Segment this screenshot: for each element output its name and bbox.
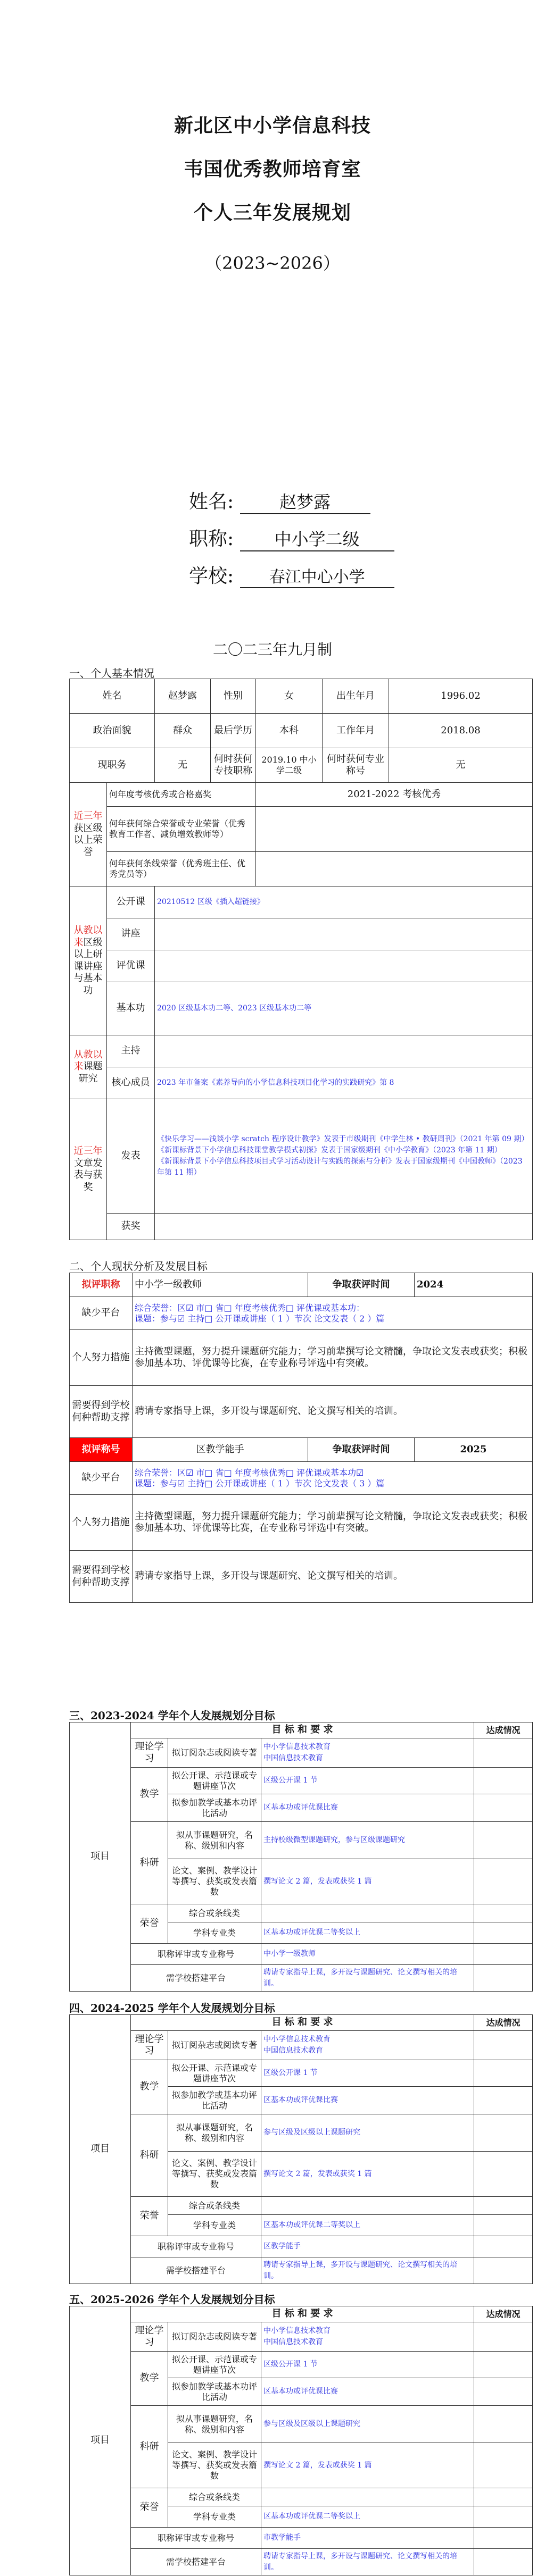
plan-status <box>474 2549 533 2575</box>
plan-support-label: 需学校搭建平台 <box>131 1965 261 1992</box>
plan-status <box>474 2322 533 2352</box>
goal-value: 区教学能手 <box>133 1438 308 1462</box>
goal-value: 中小学一级教师 <box>133 1273 308 1297</box>
plan-teaching-value: 区基本功或评优课比赛 <box>261 1794 474 1822</box>
cell-birth-label: 出生年月 <box>323 679 389 714</box>
paper-group-label: 近三年文章发表与获奖 <box>70 1099 107 1240</box>
cover-date-range: （2023~2026） <box>205 253 340 273</box>
plan-status-header: 达成情况 <box>474 1722 533 1738</box>
cell-position: 无 <box>155 748 211 783</box>
plan-honor-value <box>261 2197 474 2215</box>
plan-title-value: 市教学能手 <box>261 2528 474 2549</box>
plan-status <box>474 1922 533 1944</box>
plan-status <box>474 2257 533 2284</box>
plan-project-label: 项目 <box>70 2015 131 2284</box>
cell-name: 赵梦露 <box>155 679 211 714</box>
cover-title-2: 韦国优秀教师培育室 <box>184 158 361 180</box>
teach-row-label: 基本功 <box>107 982 155 1035</box>
plan-theory-value: 中小学信息技术教育 中国信息技术教育 <box>261 2031 474 2060</box>
effort-label: 个人努力措施 <box>70 1495 133 1551</box>
plan-status <box>474 2443 533 2488</box>
lack-label: 缺少平台 <box>70 1462 133 1495</box>
research-row-value: 2023 年市备案《素养导向的小学信息科技项目化学习的实践研究》第 8 <box>155 1067 533 1099</box>
plan-title-value: 中小学一级教师 <box>261 1944 474 1965</box>
cell-honor-title: 无 <box>389 748 533 783</box>
plan-honor-item: 综合或条线类 <box>168 1904 261 1922</box>
goal-label: 拟评称号 <box>70 1438 133 1462</box>
plan-research-value: 撰写论文 2 篇，发表或获奖 1 篇 <box>261 2152 474 2197</box>
teach-row-value <box>155 918 533 950</box>
plan-project-label: 项目 <box>70 2306 131 2575</box>
cell-work-label: 工作年月 <box>323 714 389 748</box>
plan-title-label: 职称评审或专业称号 <box>131 2528 261 2549</box>
plan-teaching-value: 区基本功或评优课比赛 <box>261 2087 474 2114</box>
school-value: 春江中心小学 <box>240 564 394 588</box>
paper-item: 《快乐学习——浅谈小学 scratch 程序设计教学》发表于市级期刊《中学生林 • 教研周刊》（2021 年第 09 期） <box>157 1135 529 1143</box>
plan-status <box>474 1965 533 1992</box>
plan-teaching-value: 区级公开课 1 节 <box>261 1768 474 1794</box>
honor-group-label: 近三年获区级以上荣誉 <box>70 783 107 886</box>
plan-honor-value: 区基本功或评优课二等奖以上 <box>261 1922 474 1944</box>
honor-row-value: 2021-2022 考核优秀 <box>256 783 533 807</box>
plan-research-item: 拟从事课题研究，名称、级别和内容 <box>168 2406 261 2443</box>
effort-label: 个人努力措施 <box>70 1330 133 1386</box>
plan-teaching-item: 拟参加教学或基本功评比活动 <box>168 2087 261 2114</box>
plan-theory-value: 中小学信息技术教育 中国信息技术教育 <box>261 2322 474 2352</box>
plan-support-value: 聘请专家指导上课，多开设与课题研究、论文撰写相关的培训。 <box>261 2257 474 2284</box>
plan-status-header: 达成情况 <box>474 2306 533 2322</box>
section2-heading: 二、个人现状分析及发展目标 <box>69 1260 208 1273</box>
honor-row-label: 何年度考核优秀或合格嘉奖 <box>107 783 256 807</box>
plan-theory-label: 理论学习 <box>131 2031 168 2060</box>
plan-status <box>474 2114 533 2152</box>
plan-research-value: 参与区级及区级以上课题研究 <box>261 2114 474 2152</box>
time-value: 2025 <box>415 1438 533 1462</box>
cell-edu-label: 最后学历 <box>211 714 256 748</box>
plan-title-label: 职称评审或专业称号 <box>131 2236 261 2257</box>
plan-research-item: 论文、案例、教学设计等撰写、获奖或发表篇数 <box>168 2152 261 2197</box>
plan-support-value: 聘请专家指导上课，多开设与课题研究、论文撰写相关的培训。 <box>261 2549 474 2575</box>
time-label: 争取获评时间 <box>308 1438 415 1462</box>
cell-politics-label: 政治面貌 <box>70 714 155 748</box>
plan-research-item: 论文、案例、教学设计等撰写、获奖或发表篇数 <box>168 1859 261 1904</box>
name-row <box>189 487 370 514</box>
plan-status <box>474 2406 533 2443</box>
plan-honor-item: 综合或条线类 <box>168 2197 261 2215</box>
plan-status <box>474 2197 533 2215</box>
plan-status <box>474 2528 533 2549</box>
plan-status <box>474 2060 533 2087</box>
plan-teaching-item: 拟参加教学或基本功评比活动 <box>168 2378 261 2406</box>
plan-status <box>474 2378 533 2406</box>
cover-title-1: 新北区中小学信息科技 <box>174 115 371 137</box>
teach-row-label: 公开课 <box>107 886 155 918</box>
help-label: 需要得到学校何种帮助支撑 <box>70 1551 133 1603</box>
honor-row-label: 何年获何条线荣誉（优秀班主任、优秀党员等） <box>107 852 256 886</box>
plan-theory-item: 拟订阅杂志或阅读专著 <box>168 2322 261 2352</box>
teach-row-label: 评优课 <box>107 950 155 982</box>
plan-status <box>474 1859 533 1904</box>
plan-status <box>474 1738 533 1768</box>
research-row-value <box>155 1035 533 1067</box>
help-text: 聘请专家指导上课，多开设与课题研究、论文撰写相关的培训。 <box>133 1386 533 1438</box>
plan-target-header: 目 标 和 要 求 <box>131 2015 474 2031</box>
plan-teaching-item: 拟参加教学或基本功评比活动 <box>168 1794 261 1822</box>
cell-work: 2018.08 <box>389 714 533 748</box>
plan-honor-value <box>261 2488 474 2506</box>
plan-table <box>69 2014 533 2284</box>
plan-status <box>474 1822 533 1859</box>
cell-gender-label: 性别 <box>211 679 256 714</box>
plan-support-value: 聘请专家指导上课，多开设与课题研究、论文撰写相关的培训。 <box>261 1965 474 1992</box>
plan-status <box>474 2236 533 2257</box>
plan-theory-label: 理论学习 <box>131 2322 168 2352</box>
help-text: 聘请专家指导上课，多开设与课题研究、论文撰写相关的培训。 <box>133 1551 533 1603</box>
section1-heading: 一、个人基本情况 <box>69 667 154 680</box>
plan-status <box>474 1794 533 1822</box>
effort-text: 主持微型课题，努力提升课题研究能力；学习前辈撰写论文精髓，争取论文发表或获奖；积极参加基本功、评优课等比赛，在专业称号评选中有突破。 <box>133 1330 533 1386</box>
plan-teaching-label: 教学 <box>131 1768 168 1822</box>
plan-status <box>474 1768 533 1794</box>
research-group-label: 从教以来课题研究 <box>70 1035 107 1099</box>
cell-birth: 1996.02 <box>389 679 533 714</box>
name-value: 赵梦露 <box>240 489 370 514</box>
plan-honor-item: 学科专业类 <box>168 2215 261 2236</box>
plan-status <box>474 1944 533 1965</box>
cell-honor-title-label: 何时获何专业称号 <box>323 748 389 783</box>
cell-name-label: 姓名 <box>70 679 155 714</box>
lack-value: 综合荣誉：区☑ 市□ 省□ 年度考核优秀□ 评优课或基本功☑ 课题：参与☑ 主持□ 公开课或讲座（ 1 ）节次 论文发表（ 3 ）篇 <box>133 1462 533 1495</box>
plan-target-header: 目 标 和 要 求 <box>131 1722 474 1738</box>
plan-heading: 三、2023-2024 学年个人发展规划分目标 <box>69 1709 275 1722</box>
plan-honor-label: 荣誉 <box>131 2197 168 2236</box>
plan-teaching-label: 教学 <box>131 2352 168 2406</box>
research-row-label: 主持 <box>107 1035 155 1067</box>
plan-honor-value: 区基本功或评优课二等奖以上 <box>261 2506 474 2528</box>
cell-edu: 本科 <box>256 714 323 748</box>
plan-honor-label: 荣誉 <box>131 2488 168 2528</box>
paper-row-value <box>155 1214 533 1240</box>
plan-research-value: 参与区级及区级以上课题研究 <box>261 2406 474 2443</box>
plan-table <box>69 1722 533 1992</box>
plan-research-item: 拟从事课题研究，名称、级别和内容 <box>168 1822 261 1859</box>
paper-item: 《新课标背景下小学信息科技课堂教学模式初探》发表于国家级期刊《中小学教育》（2023 年第 11 期） <box>157 1146 502 1155</box>
lack-label: 缺少平台 <box>70 1297 133 1330</box>
cell-politics: 群众 <box>155 714 211 748</box>
cell-rank-label: 何时获何专技职称 <box>211 748 256 783</box>
plan-theory-item: 拟订阅杂志或阅读专著 <box>168 1738 261 1768</box>
cell-rank: 2019.10 中小学二级 <box>256 748 323 783</box>
plan-status <box>474 2352 533 2378</box>
plan-theory-value: 中小学信息技术教育 中国信息技术教育 <box>261 1738 474 1768</box>
teach-row-value: 2020 区级基本功二等、2023 区级基本功二等 <box>155 982 533 1035</box>
plan-honor-item: 综合或条线类 <box>168 2488 261 2506</box>
plan-research-label: 科研 <box>131 2406 168 2488</box>
basic-info-table <box>69 679 533 1240</box>
plan-research-label: 科研 <box>131 1822 168 1904</box>
teach-group-label: 从教以来区级以上研课讲座与基本功 <box>70 886 107 1035</box>
paper-row-label: 发表 <box>107 1099 155 1214</box>
plan-research-value: 撰写论文 2 篇，发表或获奖 1 篇 <box>261 2443 474 2488</box>
plan-status <box>474 2215 533 2236</box>
teach-row-value: 20210512 区级《插入超链接》 <box>155 886 533 918</box>
plan-research-item: 论文、案例、教学设计等撰写、获奖或发表篇数 <box>168 2443 261 2488</box>
goal-label: 拟评职称 <box>70 1273 133 1297</box>
help-label: 需要得到学校何种帮助支撑 <box>70 1386 133 1438</box>
teach-row-value <box>155 950 533 982</box>
made-date: 二〇二三年九月制 <box>212 641 332 658</box>
title-label: 职称: <box>189 528 234 550</box>
plan-teaching-value: 区级公开课 1 节 <box>261 2352 474 2378</box>
plan-teaching-label: 教学 <box>131 2060 168 2114</box>
plan-theory-item: 拟订阅杂志或阅读专著 <box>168 2031 261 2060</box>
plan-status <box>474 1904 533 1922</box>
plan-project-label: 项目 <box>70 1722 131 1992</box>
time-value: 2024 <box>415 1273 533 1297</box>
status-table <box>69 1273 533 1603</box>
research-row-label: 核心成员 <box>107 1067 155 1099</box>
plan-teaching-value: 区级公开课 1 节 <box>261 2060 474 2087</box>
plan-honor-label: 荣誉 <box>131 1904 168 1944</box>
plan-research-item: 拟从事课题研究，名称、级别和内容 <box>168 2114 261 2152</box>
time-label: 争取获评时间 <box>308 1273 415 1297</box>
cell-gender: 女 <box>256 679 323 714</box>
honor-row-label: 何年获何综合荣誉或专业荣誉（优秀教育工作者、减负增效教师等） <box>107 807 256 852</box>
plan-table <box>69 2306 533 2575</box>
plan-status <box>474 2031 533 2060</box>
plan-honor-item: 学科专业类 <box>168 2506 261 2528</box>
teach-row-label: 讲座 <box>107 918 155 950</box>
paper-row-label: 获奖 <box>107 1214 155 1240</box>
cell-position-label: 现职务 <box>70 748 155 783</box>
plan-honor-item: 学科专业类 <box>168 1922 261 1944</box>
plan-heading: 五、2025-2026 学年个人发展规划分目标 <box>69 2293 275 2306</box>
school-label: 学校: <box>189 565 234 587</box>
plan-status <box>474 2506 533 2528</box>
honor-row-value <box>256 807 533 852</box>
name-label: 姓名: <box>189 491 234 513</box>
plan-theory-label: 理论学习 <box>131 1738 168 1768</box>
plan-honor-value: 区基本功或评优课二等奖以上 <box>261 2215 474 2236</box>
paper-row-value <box>155 1099 533 1214</box>
plan-status <box>474 2087 533 2114</box>
plan-title-label: 职称评审或专业称号 <box>131 1944 261 1965</box>
title-row <box>189 524 394 551</box>
plan-target-header: 目 标 和 要 求 <box>131 2306 474 2322</box>
plan-teaching-item: 拟公开课、示范课或专题讲座节次 <box>168 2352 261 2378</box>
plan-support-label: 需学校搭建平台 <box>131 2549 261 2575</box>
plan-status <box>474 2152 533 2197</box>
plan-heading: 四、2024-2025 学年个人发展规划分目标 <box>69 2002 275 2014</box>
school-row <box>189 561 394 588</box>
plan-title-value: 区教学能手 <box>261 2236 474 2257</box>
cover-title-3: 个人三年发展规划 <box>193 202 351 224</box>
plan-research-value: 撰写论文 2 篇，发表或获奖 1 篇 <box>261 1859 474 1904</box>
lack-value: 综合荣誉：区☑ 市□ 省□ 年度考核优秀□ 评优课或基本功： 课题：参与☑ 主持□ 公开课或讲座（ 1 ）节次 论文发表（ 2 ）篇 <box>133 1297 533 1330</box>
plan-support-label: 需学校搭建平台 <box>131 2257 261 2284</box>
plan-research-value: 主持校级微型课题研究，参与区级课题研究 <box>261 1822 474 1859</box>
plan-status-header: 达成情况 <box>474 2015 533 2031</box>
plan-honor-value <box>261 1904 474 1922</box>
plan-research-label: 科研 <box>131 2114 168 2197</box>
plan-teaching-item: 拟公开课、示范课或专题讲座节次 <box>168 1768 261 1794</box>
honor-row-value <box>256 852 533 886</box>
paper-item: 《新课标背景下小学信息科技项目式学习活动设计与实践的探索与分析》发表于国家级期刊《中国教师》（2023 年第 11 期） <box>157 1157 523 1177</box>
title-value: 中小学二级 <box>240 526 394 551</box>
plan-teaching-value: 区基本功或评优课比赛 <box>261 2378 474 2406</box>
plan-status <box>474 2488 533 2506</box>
effort-text: 主持微型课题，努力提升课题研究能力；学习前辈撰写论文精髓，争取论文发表或获奖；积极参加基本功、评优课等比赛，在专业称号评选中有突破。 <box>133 1495 533 1551</box>
plan-teaching-item: 拟公开课、示范课或专题讲座节次 <box>168 2060 261 2087</box>
